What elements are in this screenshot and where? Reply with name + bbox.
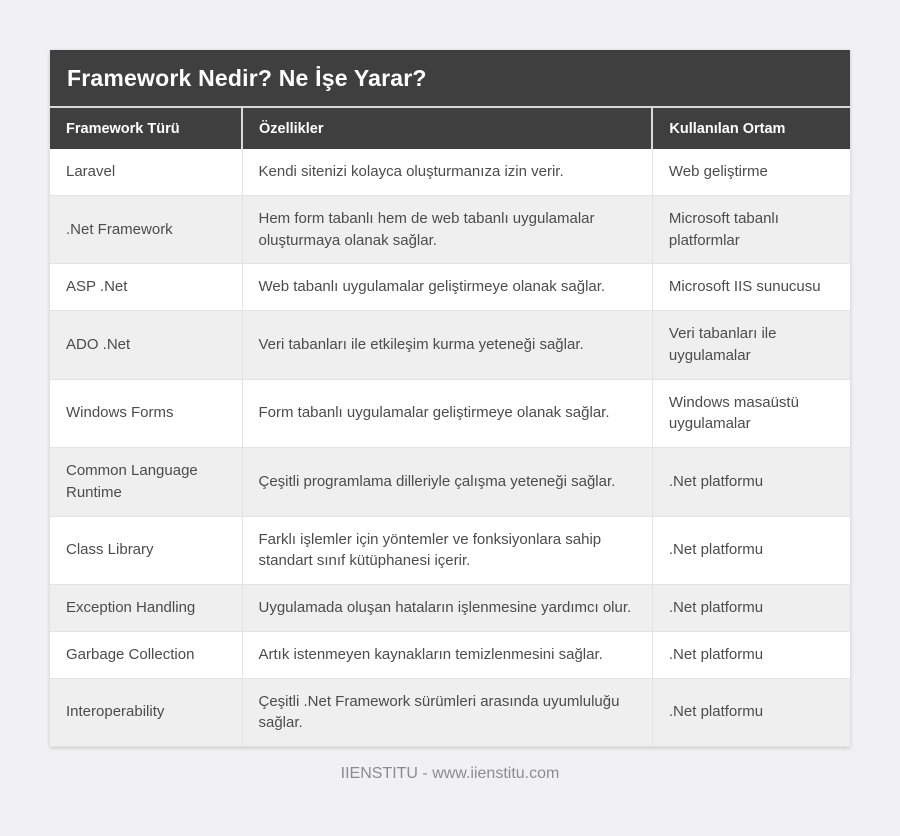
cell-kullanilan-ortam: .Net platformu (652, 678, 850, 747)
table-row (50, 195, 850, 264)
column-header-ozellikler: Özellikler (242, 108, 652, 149)
framework-table (50, 108, 850, 747)
cell-framework-turu: Interoperability (50, 678, 242, 747)
cell-kullanilan-ortam: Veri tabanları ile uygulamalar (652, 311, 850, 380)
cell-kullanilan-ortam: Windows masaüstü uygulamalar (652, 379, 850, 448)
cell-framework-turu: ADO .Net (50, 311, 242, 380)
cell-framework-turu: Class Library (50, 516, 242, 585)
table-header (50, 108, 850, 149)
cell-ozellikler: Veri tabanları ile etkileşim kurma yeteneği sağlar. (242, 311, 652, 380)
table-row (50, 585, 850, 632)
cell-ozellikler: Farklı işlemler için yöntemler ve fonksiyonlara sahip standart sınıf kütüphanesi içerir. (242, 516, 652, 585)
cell-kullanilan-ortam: .Net platformu (652, 516, 850, 585)
table-row (50, 264, 850, 311)
framework-info-card (50, 50, 850, 747)
page-title: Framework Nedir? Ne İşe Yarar? (50, 50, 850, 108)
column-header-framework-turu: Framework Türü (50, 108, 242, 149)
cell-framework-turu: .Net Framework (50, 195, 242, 264)
cell-framework-turu: Windows Forms (50, 379, 242, 448)
table-row (50, 311, 850, 380)
cell-ozellikler: Artık istenmeyen kaynakların temizlenmesini sağlar. (242, 631, 652, 678)
table-body (50, 149, 850, 747)
table-row (50, 516, 850, 585)
cell-ozellikler: Çeşitli programlama dilleriyle çalışma yeteneği sağlar. (242, 448, 652, 517)
table-header-row (50, 108, 850, 149)
cell-ozellikler: Hem form tabanlı hem de web tabanlı uygulamalar oluşturmaya olanak sağlar. (242, 195, 652, 264)
column-header-kullanilan-ortam: Kullanılan Ortam (652, 108, 850, 149)
footer-credit: IIENSTITU - www.iienstitu.com (340, 765, 560, 782)
cell-framework-turu: Garbage Collection (50, 631, 242, 678)
cell-kullanilan-ortam: Microsoft IIS sunucusu (652, 264, 850, 311)
table-row (50, 678, 850, 747)
cell-kullanilan-ortam: Microsoft tabanlı platformlar (652, 195, 850, 264)
cell-ozellikler: Çeşitli .Net Framework sürümleri arasında uyumluluğu sağlar. (242, 678, 652, 747)
cell-framework-turu: Common Language Runtime (50, 448, 242, 517)
cell-framework-turu: ASP .Net (50, 264, 242, 311)
cell-kullanilan-ortam: .Net platformu (652, 631, 850, 678)
table-row (50, 631, 850, 678)
table-row (50, 379, 850, 448)
cell-kullanilan-ortam: .Net platformu (652, 448, 850, 517)
table-row (50, 448, 850, 517)
cell-framework-turu: Laravel (50, 149, 242, 195)
cell-kullanilan-ortam: Web geliştirme (652, 149, 850, 195)
cell-framework-turu: Exception Handling (50, 585, 242, 632)
table-row (50, 149, 850, 195)
cell-ozellikler: Web tabanlı uygulamalar geliştirmeye olanak sağlar. (242, 264, 652, 311)
cell-kullanilan-ortam: .Net platformu (652, 585, 850, 632)
cell-ozellikler: Kendi sitenizi kolayca oluşturmanıza izin verir. (242, 149, 652, 195)
cell-ozellikler: Uygulamada oluşan hataların işlenmesine yardımcı olur. (242, 585, 652, 632)
cell-ozellikler: Form tabanlı uygulamalar geliştirmeye olanak sağlar. (242, 379, 652, 448)
